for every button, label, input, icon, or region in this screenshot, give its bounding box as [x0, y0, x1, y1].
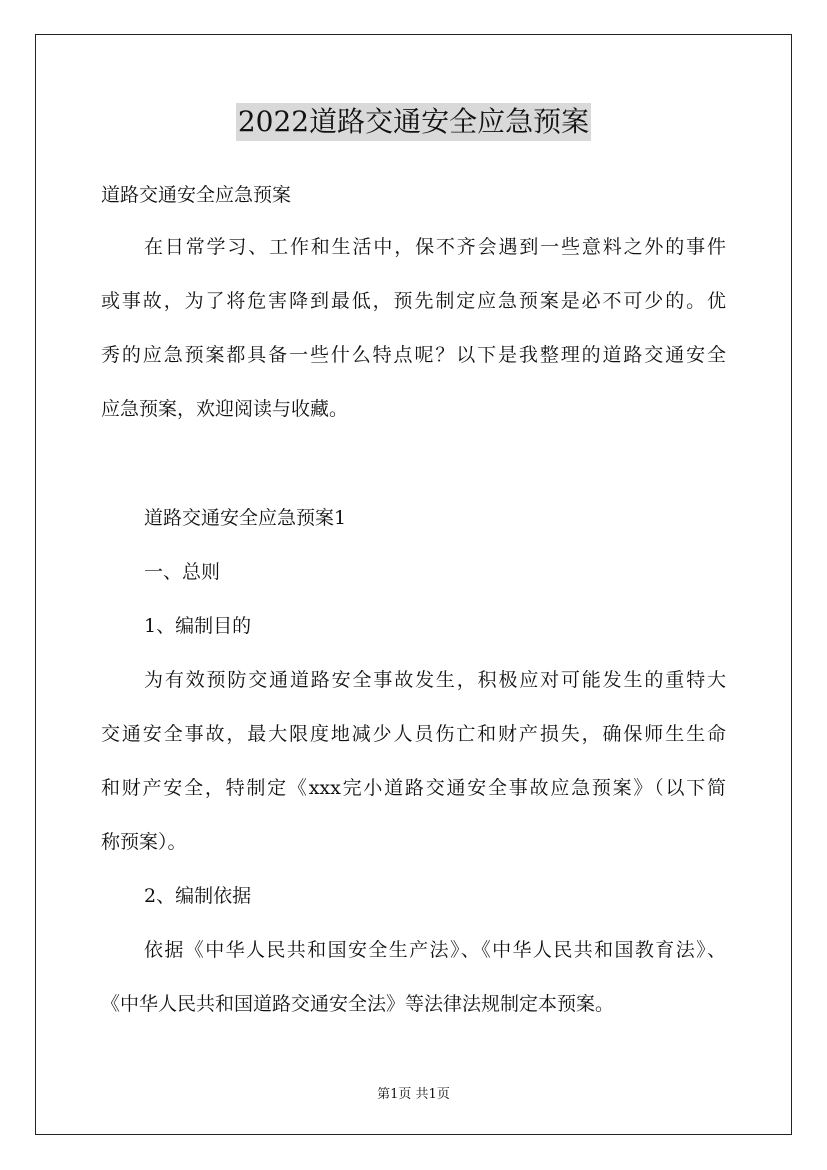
- intro-line: 在日常学习、工作和生活中，保不齐会遇到一些意料之外的事件: [144, 236, 726, 258]
- document-subtitle: 道路交通安全应急预案: [101, 184, 292, 206]
- paragraph-line: 和财产安全，特制定《xxx完小道路交通安全事故应急预案》（以下简: [101, 777, 726, 799]
- section-heading: 道路交通安全应急预案1: [144, 507, 347, 529]
- title-container: [0, 103, 827, 141]
- item-heading: 2、编制依据: [144, 885, 252, 907]
- paragraph-line: 《中华人民共和国道路交通安全法》等法律法规制定本预案。: [101, 993, 615, 1015]
- document-title: 2022道路交通安全应急预案: [236, 103, 591, 141]
- intro-line: 或事故，为了将危害降到最低，预先制定应急预案是必不可少的。优: [101, 290, 726, 312]
- paragraph-line: 交通安全事故，最大限度地减少人员伤亡和财产损失，确保师生生命: [101, 723, 726, 745]
- intro-line: 秀的应急预案都具备一些什么特点呢？以下是我整理的道路交通安全: [101, 344, 726, 366]
- item-heading: 1、编制目的: [144, 615, 252, 637]
- chapter-heading: 一、总则: [144, 561, 221, 583]
- paragraph-line: 称预案）。: [101, 831, 187, 853]
- paragraph-line: 依据《中华人民共和国安全生产法》、《中华人民共和国教育法》、: [144, 939, 726, 961]
- intro-line: 应急预案，欢迎阅读与收藏。: [101, 398, 349, 420]
- page-number-label: 第1页 共1页: [377, 1087, 450, 1102]
- paragraph-line: 为有效预防交通道路安全事故发生，积极应对可能发生的重特大: [144, 669, 726, 691]
- page-footer: [0, 1083, 827, 1102]
